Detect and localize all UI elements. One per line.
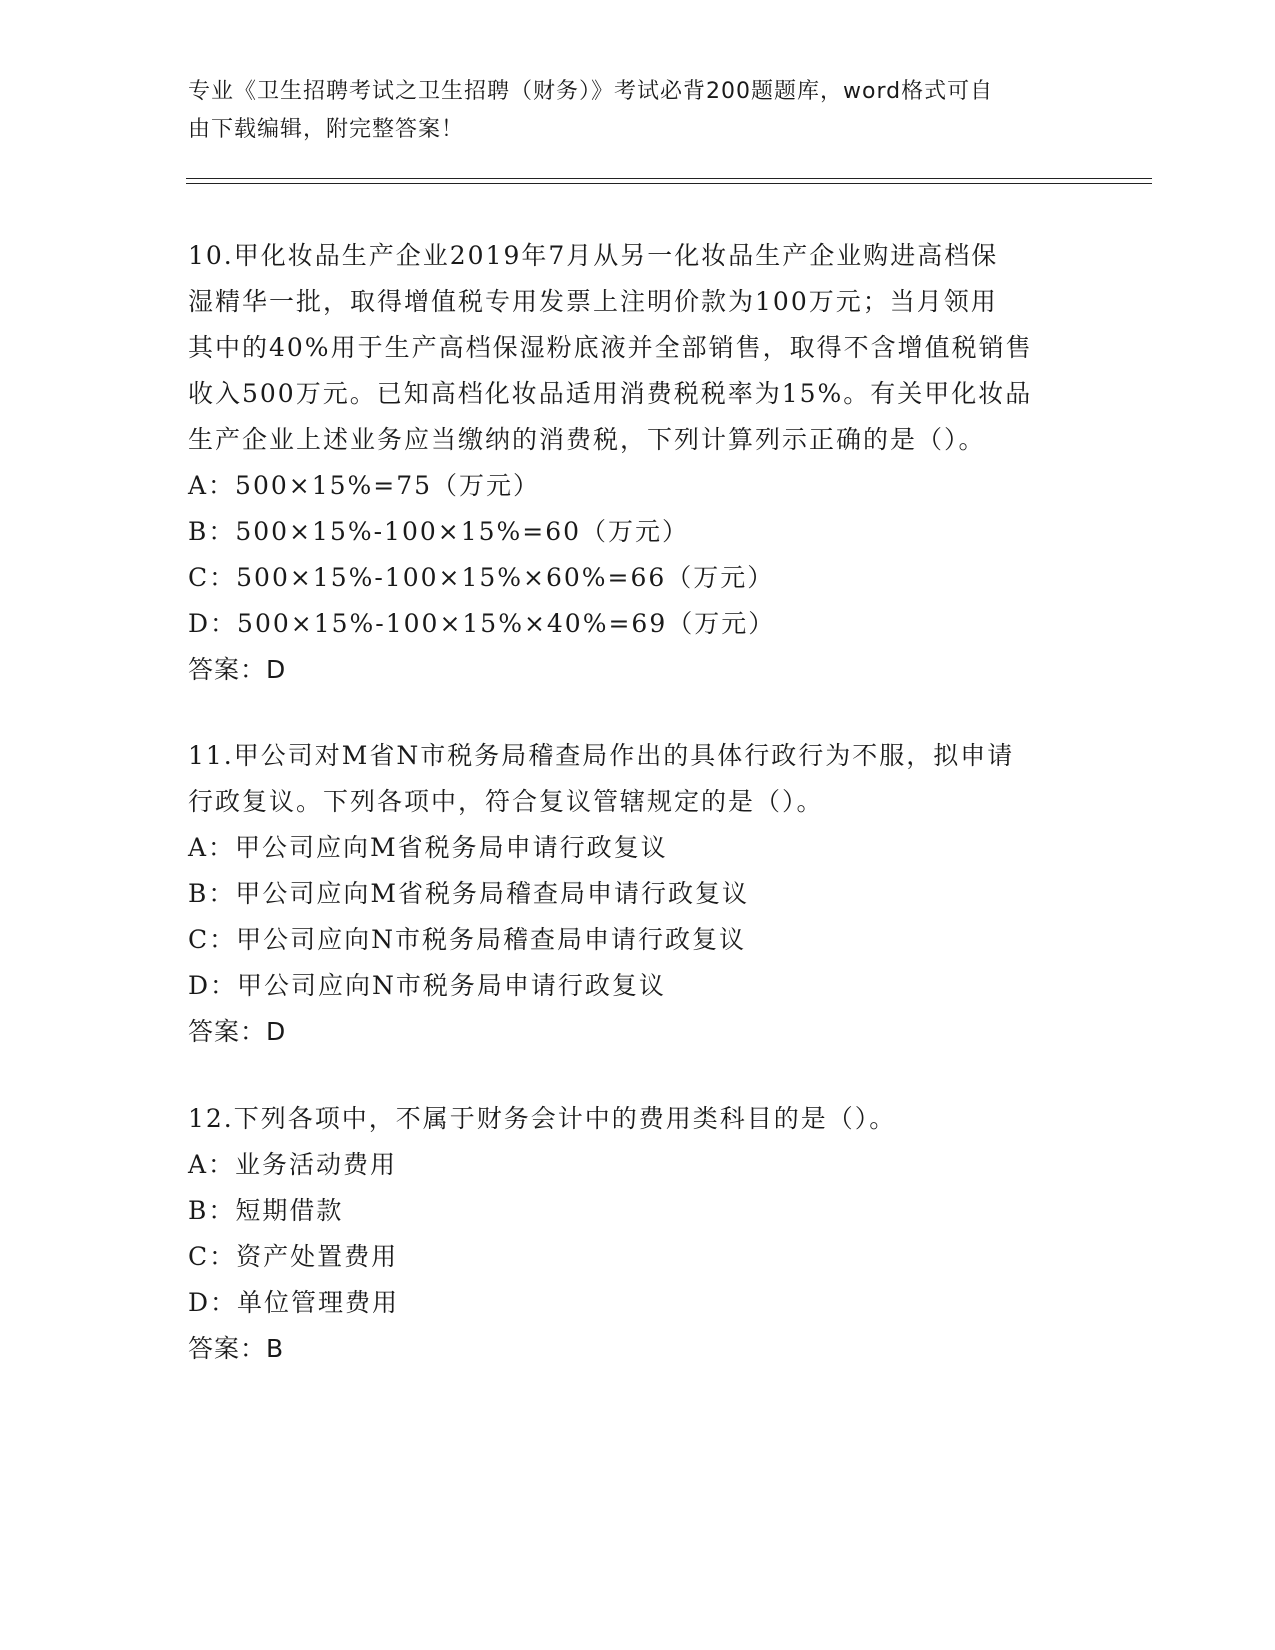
option-a: A：甲公司应向M省税务局申请行政复议 (188, 833, 668, 862)
option-d: D：甲公司应向N市税务局申请行政复议 (188, 971, 666, 1000)
option-d: D：500×15%-100×15%×40%=69（万元） (188, 609, 776, 638)
header-line-1: 专业《卫生招聘考试之卫生招聘（财务）》考试必背200题题库，word格式可自 (188, 79, 994, 104)
option-a: A：业务活动费用 (188, 1150, 398, 1179)
header-divider-bottom (186, 183, 1152, 184)
question-10 (188, 233, 1088, 693)
option-d: D：单位管理费用 (188, 1288, 400, 1317)
option-a: A：500×15%=75（万元） (188, 471, 541, 500)
option-b: B：甲公司应向M省税务局稽查局申请行政复议 (188, 879, 749, 908)
answer: 答案：B (188, 1334, 285, 1363)
question-text-line: 行政复议。下列各项中，符合复议管辖规定的是（）。 (188, 787, 824, 816)
question-text-line: 湿精华一批，取得增值税专用发票上注明价款为100万元；当月领用 (188, 287, 998, 316)
question-text-line: 其中的40%用于生产高档保湿粉底液并全部销售，取得不含增值税销售 (188, 333, 1033, 362)
answer: 答案：D (188, 1017, 287, 1046)
question-text-line: 12.下列各项中，不属于财务会计中的费用类科目的是（）。 (188, 1104, 897, 1133)
question-11 (188, 733, 1088, 1055)
option-b: B：短期借款 (188, 1196, 344, 1225)
option-c: C：500×15%-100×15%×60%=66（万元） (188, 563, 775, 592)
option-c: C：资产处置费用 (188, 1242, 399, 1271)
question-text-line: 生产企业上述业务应当缴纳的消费税，下列计算列示正确的是（）。 (188, 425, 986, 454)
header-line-2: 由下载编辑，附完整答案！ (188, 117, 465, 142)
option-b: B：500×15%-100×15%=60（万元） (188, 517, 690, 546)
question-text-line: 11.甲公司对M省N市税务局稽查局作出的具体行政行为不服，拟申请 (188, 741, 1015, 770)
question-text-line: 10.甲化妆品生产企业2019年7月从另一化妆品生产企业购进高档保 (188, 241, 999, 270)
header-divider-top (186, 178, 1152, 179)
question-12 (188, 1096, 1088, 1372)
answer: 答案：D (188, 655, 287, 684)
option-c: C：甲公司应向N市税务局稽查局申请行政复议 (188, 925, 747, 954)
question-text-line: 收入500万元。已知高档化妆品适用消费税税率为15%。有关甲化妆品 (188, 379, 1033, 408)
document-header (188, 73, 1068, 149)
